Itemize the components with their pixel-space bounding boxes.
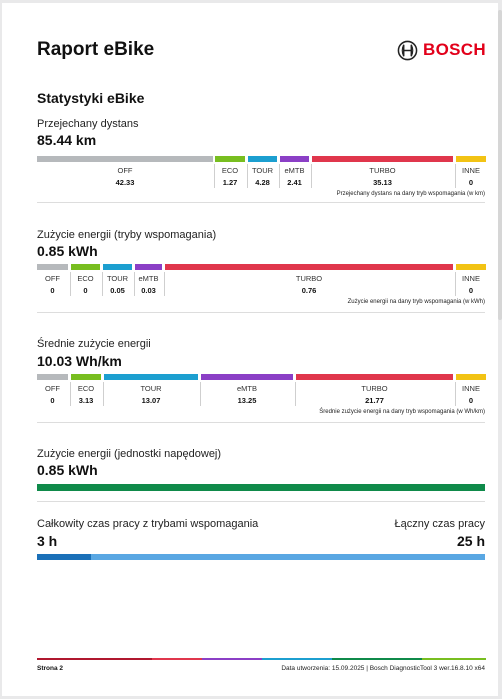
column-divider — [455, 164, 456, 188]
energy-mode-value: 0 — [468, 286, 474, 295]
distance-mode-value: 4.28 — [255, 178, 270, 187]
energy-mode-value: 0 — [83, 286, 88, 295]
energy-mode-label: ECO — [77, 274, 94, 283]
avg-footnote: Średnie zużycie energii na dany tryb wspomagania (w Wh/km) — [319, 409, 485, 415]
avg-mode-label: eMTB — [236, 384, 257, 393]
avg-mode-value: 21.77 — [365, 396, 384, 405]
energy-mode-label: INNE — [462, 274, 480, 283]
distance-mode-value: 35.13 — [373, 178, 392, 187]
column-divider — [70, 382, 71, 406]
energy-segment-turbo — [165, 264, 453, 270]
assist-time-value: 3 h — [37, 533, 58, 549]
divider — [37, 501, 485, 502]
avg-mode-label: TOUR — [140, 384, 162, 393]
avg-segment-tour — [104, 374, 198, 380]
page-title: Raport eBike — [37, 39, 155, 60]
avg-mode-value: 0 — [468, 396, 474, 405]
distance-value: 85.44 km — [37, 132, 97, 148]
avg-segment-emtb — [201, 374, 293, 380]
divider — [37, 422, 485, 423]
column-divider — [102, 272, 103, 296]
energy-segment-off — [37, 264, 68, 270]
bosch-logo — [397, 39, 486, 61]
footer-stripe-segment — [332, 658, 422, 660]
footer-info: Data utworzenia: 15.09.2025 | Bosch DiagnosticTool 3 wer.16.8.10 x64 — [281, 665, 485, 672]
avg-mode-value: 3.13 — [78, 396, 94, 405]
avg-segment-inne — [456, 374, 486, 380]
energy-footnote: Zużycie energii na dany tryb wspomagania (w kWh) — [347, 299, 485, 305]
distance-mode-label: TURBO — [369, 166, 396, 175]
column-divider — [455, 272, 456, 296]
assist-time-label: Całkowity czas pracy z trybami wspomagania — [37, 518, 259, 530]
footer-stripe-segment — [202, 658, 262, 660]
energy-value: 0.85 kWh — [37, 243, 98, 259]
page-number: Strona 2 — [37, 665, 64, 672]
avg-segment-off — [37, 374, 68, 380]
total-time-value: 25 h — [456, 533, 485, 549]
avg-mode-label: OFF — [45, 384, 60, 393]
drive-energy-bar — [37, 484, 485, 491]
energy-mode-label: TURBO — [295, 274, 323, 283]
brand-name: BOSCH — [423, 40, 486, 59]
assist-time-fill — [37, 554, 91, 560]
distance-footnote: Przejechany dystans na dany tryb wspomagania (w km) — [336, 191, 485, 197]
column-divider — [311, 164, 312, 188]
energy-segment-emtb — [135, 264, 162, 270]
distance-segment-eco — [215, 156, 245, 162]
distance-mode-label: eMTB — [284, 166, 305, 175]
avg-mode-label: TURBO — [361, 384, 388, 393]
divider — [37, 312, 485, 313]
drive-label: Zużycie energii (jednostki napędowej) — [37, 448, 222, 460]
footer-stripe-segment — [152, 658, 202, 660]
avg-mode-value: 0 — [50, 396, 55, 405]
energy-mode-label: OFF — [45, 274, 60, 283]
energy-mode-value: 0 — [50, 286, 55, 295]
column-divider — [134, 272, 135, 296]
scrollbar[interactable] — [498, 10, 502, 320]
column-divider — [214, 164, 215, 188]
energy-mode-value: 0.76 — [301, 286, 317, 295]
avg-segment-eco — [71, 374, 101, 380]
distance-segment-turbo — [312, 156, 453, 162]
energy-mode-label: TOUR — [106, 274, 129, 283]
energy-segment-inne — [456, 264, 486, 270]
total-time-label: Łączny czas pracy — [394, 518, 485, 530]
avg-value: 10.03 Wh/km — [37, 353, 122, 369]
distance-mode-label: TOUR — [251, 166, 274, 175]
column-divider — [164, 272, 165, 296]
energy-mode-value: 0.03 — [141, 286, 156, 295]
avg-mode-value: 13.07 — [141, 396, 161, 405]
total-time-bar — [37, 554, 485, 560]
distance-mode-value: 1.27 — [222, 178, 238, 187]
column-divider — [103, 382, 104, 406]
footer-stripe-segment — [422, 658, 486, 660]
distance-mode-value: 2.41 — [287, 178, 302, 187]
footer-stripe-segment — [37, 658, 152, 660]
drive-value: 0.85 kWh — [37, 462, 98, 478]
distance-mode-value: 42.33 — [115, 178, 135, 187]
distance-mode-label: OFF — [117, 166, 133, 175]
energy-mode-label: eMTB — [138, 274, 159, 283]
avg-mode-label: ECO — [77, 384, 95, 393]
distance-label: Przejechany dystans — [37, 118, 139, 130]
distance-segment-emtb — [280, 156, 309, 162]
energy-mode-value: 0.05 — [110, 286, 125, 295]
distance-mode-label: ECO — [221, 166, 239, 175]
report-page — [2, 3, 498, 696]
energy-segment-tour — [103, 264, 132, 270]
divider — [37, 202, 485, 203]
footer-stripe-segment — [262, 658, 332, 660]
avg-label: Średnie zużycie energii — [37, 338, 151, 350]
distance-mode-label: INNE — [462, 166, 480, 175]
energy-label: Zużycie energii (tryby wspomagania) — [37, 229, 217, 241]
energy-segment-eco — [71, 264, 100, 270]
avg-segment-turbo — [296, 374, 453, 380]
column-divider — [200, 382, 201, 406]
column-divider — [455, 382, 456, 406]
distance-mode-value: 0 — [468, 178, 474, 187]
avg-mode-label: INNE — [462, 384, 480, 393]
section-title: Statystyki eBike — [37, 90, 145, 106]
avg-mode-value: 13.25 — [237, 396, 257, 405]
distance-segment-tour — [248, 156, 277, 162]
distance-segment-off — [37, 156, 213, 162]
column-divider — [279, 164, 280, 188]
bosch-armature-icon — [397, 40, 418, 61]
distance-segment-inne — [456, 156, 486, 162]
column-divider — [247, 164, 248, 188]
column-divider — [295, 382, 296, 406]
column-divider — [70, 272, 71, 296]
